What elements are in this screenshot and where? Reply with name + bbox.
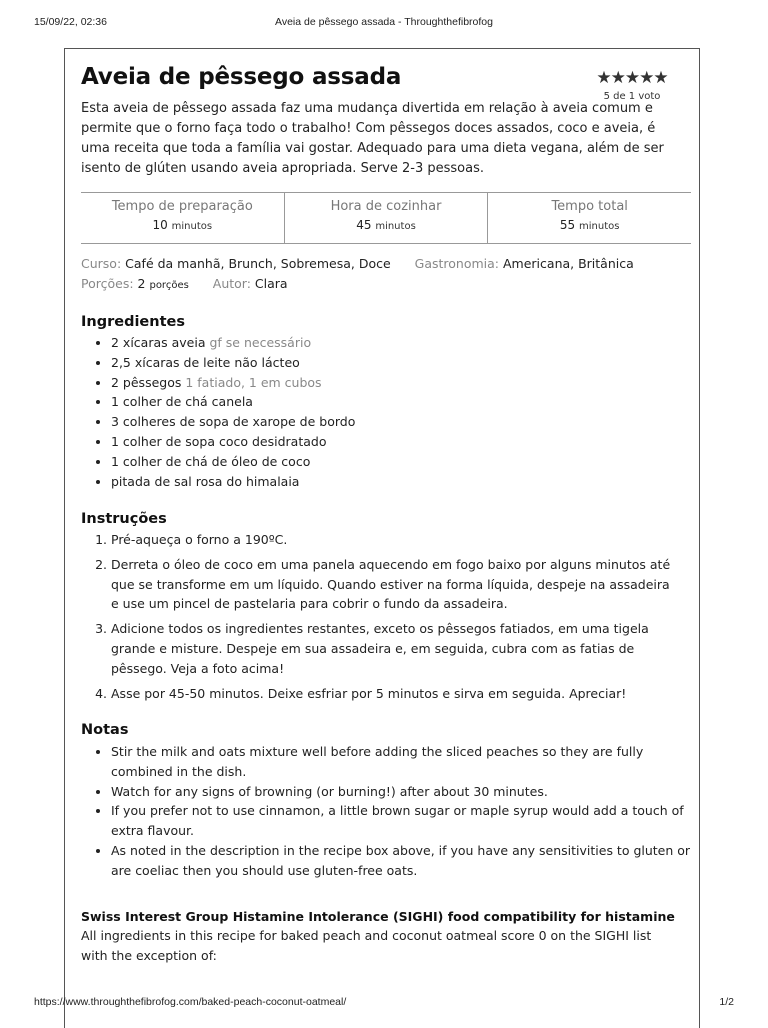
instructions-heading: Instruções xyxy=(81,511,167,527)
rating xyxy=(587,69,677,102)
prep-time-unit: minutos xyxy=(171,221,213,232)
servings-unit: porções xyxy=(149,280,189,291)
sighi-text: All ingredients in this recipe for baked peach and coconut oatmeal score 0 on the SIGHI list with the exception of: xyxy=(81,928,652,963)
list-item: • 2 xícaras aveia gf se necessário xyxy=(111,333,355,353)
ingredients-heading: Ingredientes xyxy=(81,314,185,330)
cook-time-label: Hora de cozinhar xyxy=(330,199,442,214)
list-item: • If you prefer not to use cinnamon, a little brown sugar or maple syrup would add a touch of extra flavour. xyxy=(111,801,691,841)
print-url: https://www.throughthefibrofog.com/baked-peach-coconut-oatmeal/ xyxy=(34,996,347,1008)
rating-votes: 5 de 1 voto xyxy=(603,91,661,102)
list-item: • pitada de sal rosa do himalaia xyxy=(111,472,355,492)
recipe-meta xyxy=(81,254,691,296)
author-label: Autor: xyxy=(212,276,251,291)
ingredients-list xyxy=(81,333,355,491)
recipe-card xyxy=(64,48,700,1028)
cook-time-unit: minutos xyxy=(375,221,416,232)
prep-time-label: Tempo de preparação xyxy=(111,199,253,214)
rating-stars-icon[interactable]: ★★★★★ xyxy=(596,68,668,88)
recipe-times xyxy=(81,192,691,244)
list-item: • 2,5 xícaras de leite não lácteo xyxy=(111,353,355,373)
print-date: 15/09/22, 02:36 xyxy=(34,16,107,28)
notes-heading: Notas xyxy=(81,722,129,738)
total-time-label: Tempo total xyxy=(551,199,628,214)
recipe-summary: Esta aveia de pêssego assada faz uma mudança divertida em relação à aveia comum e permite que o forno faça todo o trabalho! Com pêssegos doces assados, coco e aveia, é uma receita que toda a família vai gostar. Adequado para uma dieta vegana, além de ser isento de glúten usando aveia apropriada. Serve 2-3 pessoas. xyxy=(81,101,664,176)
print-header xyxy=(0,16,768,30)
list-item: • 1 colher de chá canela xyxy=(111,392,355,412)
list-item: • 2 pêssegos 1 fatiado, 1 em cubos xyxy=(111,373,355,393)
course-value: Café da manhã, Brunch, Sobremesa, Doce xyxy=(125,256,391,271)
cook-time xyxy=(284,193,488,243)
list-item: • 3 colheres de sopa de xarope de bordo xyxy=(111,412,355,432)
servings-value: 2 xyxy=(137,276,146,291)
print-page-title: Aveia de pêssego assada - Throughthefibrofog xyxy=(275,16,493,28)
list-item: 2. Derreta o óleo de coco em uma panela aquecendo em fogo baixo por alguns minutos até que se transforme em um líquido. Quando estiver na forma líquida, despeje na assadeira e use um pincel de pastelaria para cobrir o fundo da assadeira. xyxy=(111,555,681,614)
list-item: 3. Adicione todos os ingredientes restantes, exceto os pêssegos fatiados, em uma tigela grande e misture. Despeje em sua assadeira e, em seguida, cubra com as fatias de pêssego. Veja a foto acima! xyxy=(111,619,681,678)
prep-time-value: 10 xyxy=(152,218,168,232)
instructions-list xyxy=(81,530,681,708)
course-label: Curso: xyxy=(81,256,122,271)
prep-time xyxy=(81,193,284,243)
list-item: 4. Asse por 45-50 minutos. Deixe esfriar por 5 minutos e sirva em seguida. Apreciar! xyxy=(111,684,681,704)
list-item: 1. Pré-aqueça o forno a 190ºC. xyxy=(111,530,681,550)
cuisine-label: Gastronomia: xyxy=(414,256,500,271)
cook-time-value: 45 xyxy=(356,218,372,232)
print-footer xyxy=(0,996,768,1010)
list-item: • 1 colher de chá de óleo de coco xyxy=(111,452,355,472)
list-item: • 1 colher de sopa coco desidratado xyxy=(111,432,355,452)
notes-list xyxy=(81,742,691,881)
list-item: • Watch for any signs of browning (or burning!) after about 30 minutes. xyxy=(111,782,691,802)
author-value[interactable]: Clara xyxy=(254,276,288,291)
cuisine-value: Americana, Britânica xyxy=(503,256,634,271)
total-time xyxy=(487,193,691,243)
sighi-title: Swiss Interest Group Histamine Intolerance (SIGHI) food compatibility for histamine xyxy=(81,909,675,924)
total-time-unit: minutos xyxy=(579,221,620,232)
list-item: • Stir the milk and oats mixture well before adding the sliced peaches so they are fully combined in the dish. xyxy=(111,742,691,782)
list-item: • As noted in the description in the recipe box above, if you have any sensitivities to gluten or are coeliac then you should use gluten-free oats. xyxy=(111,841,691,881)
total-time-value: 55 xyxy=(559,218,576,232)
recipe-title: Aveia de pêssego assada xyxy=(81,64,402,90)
page-number: 1/2 xyxy=(719,996,734,1008)
servings-label: Porções: xyxy=(81,276,134,291)
